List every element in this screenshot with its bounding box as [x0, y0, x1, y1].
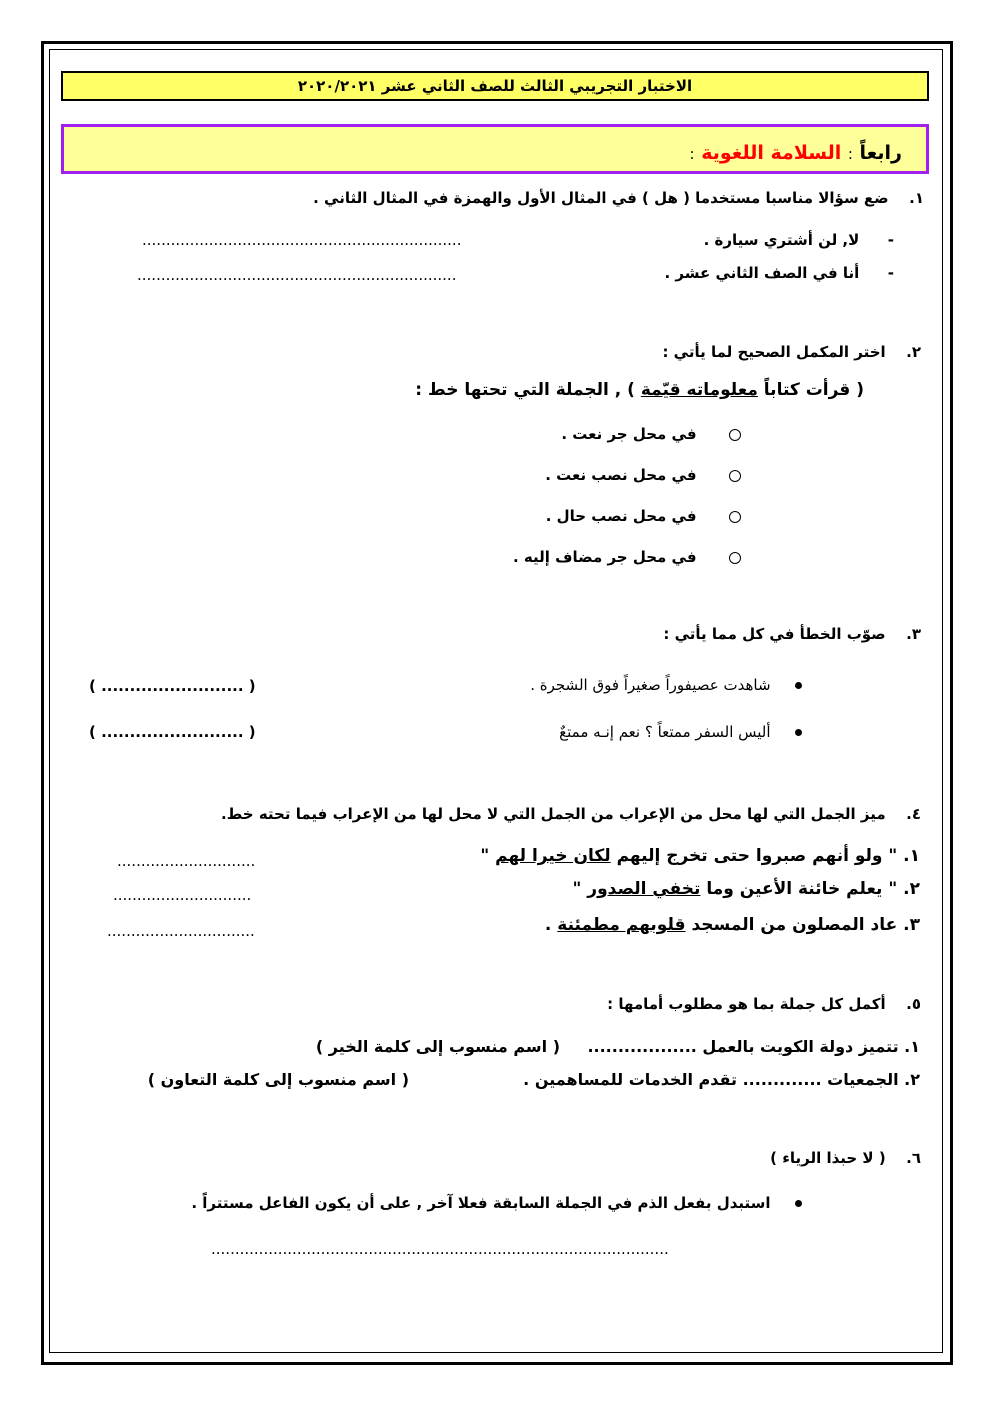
sentence-start: ( قرأت كتاباً — [763, 380, 864, 400]
item-end: . — [544, 915, 552, 935]
item-text: أليس السفر ممتعاً ؟ نعم إنـه ممتعٌ — [559, 723, 771, 741]
item-text: تتميز دولة الكويت بالعمل .................. — [587, 1037, 899, 1056]
item-number: ٣. — [903, 915, 920, 935]
question-number: ٤. — [906, 805, 921, 823]
bullet-icon — [795, 729, 802, 736]
answer-blank[interactable]: ( ......................... ) — [89, 677, 256, 695]
item-text: الجمعيات ............. تقدم الخدمات للمساهمين . — [523, 1070, 899, 1089]
answer-line[interactable]: ................................................................................................ — [211, 1240, 669, 1258]
q2-option-3[interactable] — [546, 507, 741, 525]
exam-title: الاختبار التجريبي الثالث للصف الثاني عشر ٢٠٢٠/٢٠٢١ — [61, 71, 929, 101]
section-separator: : — [847, 145, 853, 163]
bullet-icon — [795, 1200, 802, 1207]
item-number: ١. — [903, 846, 920, 866]
q2-option-4[interactable] — [513, 548, 741, 566]
item-text: استبدل بفعل الذم في الجملة السابقة فعلا آخر , على أن يكون الفاعل مستتراً . — [191, 1194, 771, 1212]
item-end: " — [572, 879, 582, 899]
bullet-icon — [795, 682, 802, 689]
question-number: ٥. — [906, 995, 921, 1013]
underlined-phrase: معلوماته قيّمة — [640, 380, 758, 400]
answer-line[interactable]: ................................................................... — [137, 266, 457, 284]
question-number: ٦. — [906, 1149, 921, 1167]
q3-item-1 — [530, 676, 802, 694]
section-title: السلامة اللغوية — [701, 142, 842, 164]
q2-option-1[interactable] — [561, 425, 741, 443]
question-text: صوّب الخطأ في كل مما يأتي : — [663, 625, 886, 643]
question-number: ٣. — [906, 625, 921, 643]
section-prefix: رابعاً — [859, 142, 902, 164]
q4-item-1 — [480, 846, 920, 866]
underlined-phrase: قلوبهم مطمئنة — [557, 915, 686, 935]
q5-item-2 — [523, 1070, 920, 1089]
item-text: شاهدت عصيفوراً صغيراً فوق الشجرة . — [530, 676, 771, 694]
question-text: ضع سؤالا مناسبا مستخدما ( هل ) في المثال الأول والهمزة في المثال الثاني . — [313, 189, 889, 207]
q2-sentence — [415, 380, 864, 400]
q4-item-3 — [545, 915, 920, 935]
option-text: في محل جر نعت . — [561, 425, 697, 443]
q4-item-2 — [573, 879, 920, 899]
q3-item-2 — [559, 723, 802, 741]
underlined-phrase: لكان خيرا لهم — [495, 846, 611, 866]
option-text: في محل جر مضاف إليه . — [512, 548, 697, 566]
underlined-phrase: تخفي الصدور — [587, 879, 701, 899]
item-text: " ولو أنهم صبروا حتى تخرج إليهم — [616, 846, 898, 866]
q6-item — [191, 1194, 802, 1212]
q5-hint-2: ( اسم منسوب إلى كلمة التعاون ) — [147, 1070, 409, 1089]
radio-circle-icon[interactable] — [729, 470, 741, 482]
item-end: " — [480, 846, 490, 866]
answer-line[interactable]: ................................................................... — [142, 231, 462, 249]
q1-item-2 — [664, 264, 894, 282]
section-end: : — [689, 145, 695, 163]
question-1 — [313, 189, 924, 207]
q2-option-2[interactable] — [545, 466, 741, 484]
q1-item-1 — [704, 231, 894, 249]
radio-circle-icon[interactable] — [729, 552, 741, 564]
question-text: اختر المكمل الصحيح لما يأتي : — [662, 343, 886, 361]
item-text: " يعلم خائنة الأعين وما — [706, 879, 898, 899]
question-text: ميز الجمل التي لها محل من الإعراب من الجمل التي لا محل لها من الإعراب فيما تحته خط. — [221, 805, 886, 823]
answer-line[interactable]: ............................. — [117, 852, 256, 870]
option-text: في محل نصب حال . — [545, 507, 697, 525]
item-number: ٢. — [903, 879, 920, 899]
question-3 — [663, 625, 921, 643]
question-2 — [662, 343, 921, 361]
q5-hint-1: ( اسم منسوب إلى كلمة الخير ) — [315, 1037, 560, 1056]
dash-bullet: - — [887, 231, 894, 249]
question-6 — [770, 1149, 921, 1167]
q5-item-1 — [587, 1037, 920, 1056]
item-text: عاد المصلون من المسجد — [691, 915, 898, 935]
section-heading — [61, 124, 929, 174]
item-text: لا, لن أشتري سيارة . — [703, 231, 860, 249]
question-number: ٢. — [906, 343, 921, 361]
question-text: ( لا حبذا الرياء ) — [770, 1149, 886, 1167]
answer-blank[interactable]: ( ......................... ) — [89, 723, 256, 741]
dash-bullet: - — [887, 264, 894, 282]
question-4 — [221, 805, 921, 823]
sentence-end: ) , الجملة التي تحتها خط : — [415, 380, 635, 400]
item-number: ١. — [904, 1037, 920, 1056]
item-text: أنا في الصف الثاني عشر . — [664, 264, 860, 282]
question-number: ١. — [909, 189, 924, 207]
question-5 — [607, 995, 921, 1013]
question-text: أكمل كل جملة بما هو مطلوب أمامها : — [607, 995, 886, 1013]
answer-line[interactable]: ............................. — [113, 886, 252, 904]
answer-line[interactable]: ............................... — [107, 922, 255, 940]
item-number: ٢. — [904, 1070, 920, 1089]
option-text: في محل نصب نعت . — [545, 466, 697, 484]
radio-circle-icon[interactable] — [729, 429, 741, 441]
radio-circle-icon[interactable] — [729, 511, 741, 523]
